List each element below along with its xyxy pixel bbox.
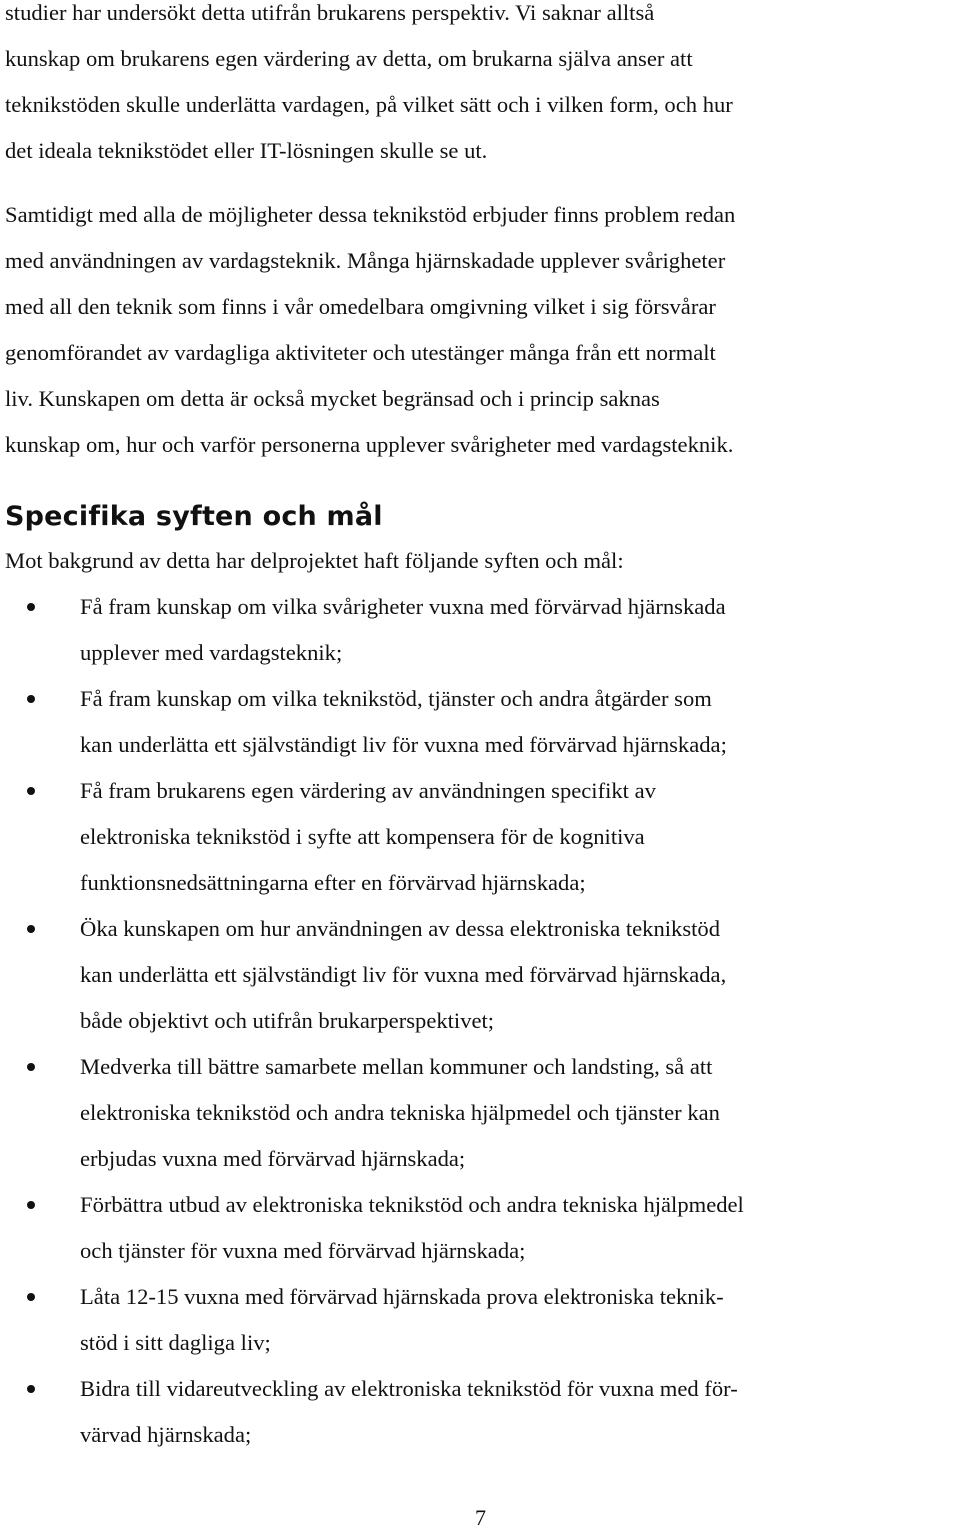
bullet-icon [27,1385,35,1393]
intro-paragraph [5,0,733,174]
goal-item [5,906,744,1044]
paragraph-line: Mot bakgrund av detta har delprojektet haft följande syften och mål: [5,548,624,573]
goal-line: kan underlätta ett självständigt liv för vuxna med förvärvad hjärnskada, [80,962,727,987]
bullet-icon [27,603,35,611]
goal-line: och tjänster för vuxna med förvärvad hjärnskada; [80,1238,526,1263]
paragraph-line: det ideala teknikstödet eller IT-lösningen skulle se ut. [5,138,488,163]
goal-item [5,676,744,768]
section-heading: Specifika syften och mål [5,501,383,532]
bullet-icon [27,1293,35,1301]
lead-sentence [5,538,624,584]
goal-line: Få fram brukarens egen värdering av användningen specifikt av [80,778,656,803]
goal-line: Förbättra utbud av elektroniska teknikstöd och andra tekniska hjälpmedel [80,1192,744,1217]
goal-item [5,1044,744,1182]
bullet-icon [27,1201,35,1209]
goal-line: upplever med vardagsteknik; [80,640,343,665]
paragraph-line: genomförandet av vardagliga aktiviteter och utestänger många från ett normalt [5,340,716,365]
goal-item [5,1366,744,1458]
goal-line: elektroniska teknikstöd och andra tekniska hjälpmedel och tjänster kan [80,1100,720,1125]
page-number: 7 [475,1505,486,1530]
second-paragraph [5,192,735,468]
paragraph-line: Samtidigt med alla de möjligheter dessa teknikstöd erbjuder finns problem redan [5,202,736,227]
goal-line: funktionsnedsättningarna efter en förvärvad hjärnskada; [80,870,586,895]
goal-item [5,1274,744,1366]
goal-line: Få fram kunskap om vilka teknikstöd, tjänster och andra åtgärder som [80,686,712,711]
paragraph-line: med användningen av vardagsteknik. Många hjärnskadade upplever svårigheter [5,248,726,273]
goal-line: kan underlätta ett självständigt liv för vuxna med förvärvad hjärnskada; [80,732,727,757]
goal-line: stöd i sitt dagliga liv; [80,1330,271,1355]
paragraph-line: kunskap om brukarens egen värdering av detta, om brukarna själva anser att [5,46,693,71]
goal-item [5,768,744,906]
paragraph-line: med all den teknik som finns i vår omedelbara omgivning vilket i sig försvårar [5,294,716,319]
paragraph-line: teknikstöden skulle underlätta vardagen, på vilket sätt och i vilken form, och hur [5,92,733,117]
paragraph-line: liv. Kunskapen om detta är också mycket begränsad och i princip saknas [5,386,660,411]
goal-item [5,584,744,676]
goal-line: erbjudas vuxna med förvärvad hjärnskada; [80,1146,466,1171]
goal-list [5,584,744,1458]
bullet-icon [27,695,35,703]
goal-line: Bidra till vidareutveckling av elektroniska teknikstöd för vuxna med för- [80,1376,738,1401]
goal-line: både objektivt och utifrån brukarperspektivet; [80,1008,495,1033]
bullet-icon [27,787,35,795]
goal-line: värvad hjärnskada; [80,1422,252,1447]
goal-line: elektroniska teknikstöd i syfte att kompensera för de kognitiva [80,824,645,849]
paragraph-line: kunskap om, hur och varför personerna upplever svårigheter med vardagsteknik. [5,432,734,457]
goal-line: Medverka till bättre samarbete mellan kommuner och landsting, så att [80,1054,713,1079]
goal-line: Låta 12-15 vuxna med förvärvad hjärnskada prova elektroniska teknik- [80,1284,724,1309]
goal-item [5,1182,744,1274]
bullet-icon [27,1063,35,1071]
bullet-icon [27,925,35,933]
paragraph-line: studier har undersökt detta utifrån brukarens perspektiv. Vi saknar alltså [5,0,655,25]
goal-line: Öka kunskapen om hur användningen av dessa elektroniska teknikstöd [80,916,721,941]
goal-line: Få fram kunskap om vilka svårigheter vuxna med förvärvad hjärnskada [80,594,726,619]
